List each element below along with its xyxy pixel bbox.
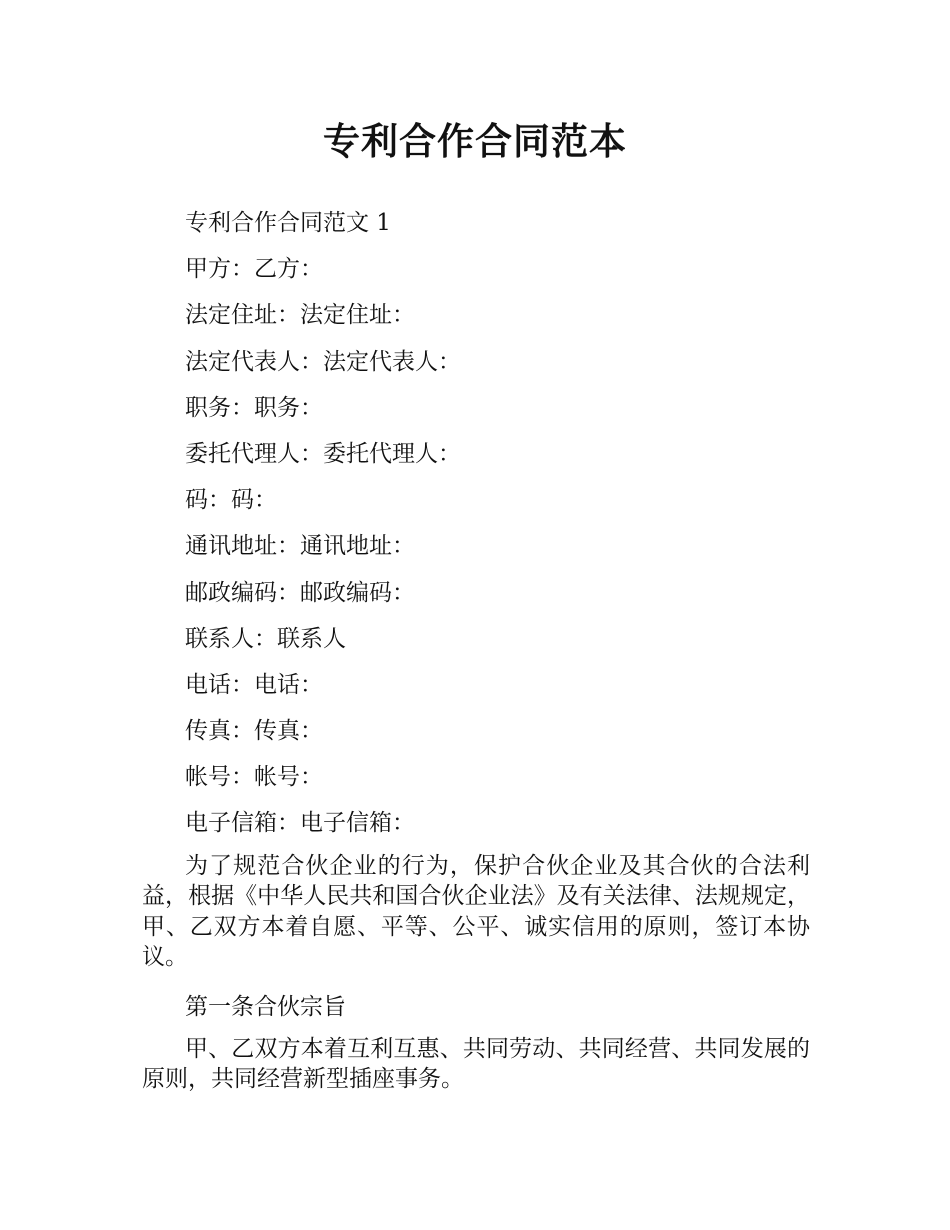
party-line: 甲方：乙方： [185,256,323,283]
code-line: 码：码： [185,487,277,514]
subtitle-line: 专利合作合同范文 1 [185,210,391,236]
purpose-paragraph: 甲、乙双方本着互利互惠、共同劳动、共同经营、共同发展的原则，共同经营新型插座事务。 [142,1035,810,1093]
document-body [142,200,810,1106]
postal-code-line: 邮政编码：邮政编码： [185,579,415,606]
account-line: 帐号：帐号： [185,764,323,791]
agent-line: 委托代理人：委托代理人： [185,440,461,467]
email-line: 电子信箱：电子信箱： [185,810,415,837]
mailing-address-line: 通讯地址：通讯地址： [185,533,415,560]
document-title: 专利合作合同范本 [323,120,627,163]
legal-representative-line: 法定代表人：法定代表人： [185,348,461,375]
position-line: 职务：职务： [185,394,323,421]
contact-line: 联系人：联系人 [185,625,346,652]
preamble-paragraph: 为了规范合伙企业的行为，保护合伙企业及其合伙的合法利益，根据《中华人民共和国合伙企业法》及有关法律、法规规定，甲、乙双方本着自愿、平等、公平、诚实信用的原则，签订本协议。 [142,852,810,971]
section-heading: 第一条合伙宗旨 [185,993,346,1020]
address-line: 法定住址：法定住址： [185,302,415,329]
fax-line: 传真：传真： [185,718,323,745]
phone-line: 电话：电话： [185,671,323,698]
